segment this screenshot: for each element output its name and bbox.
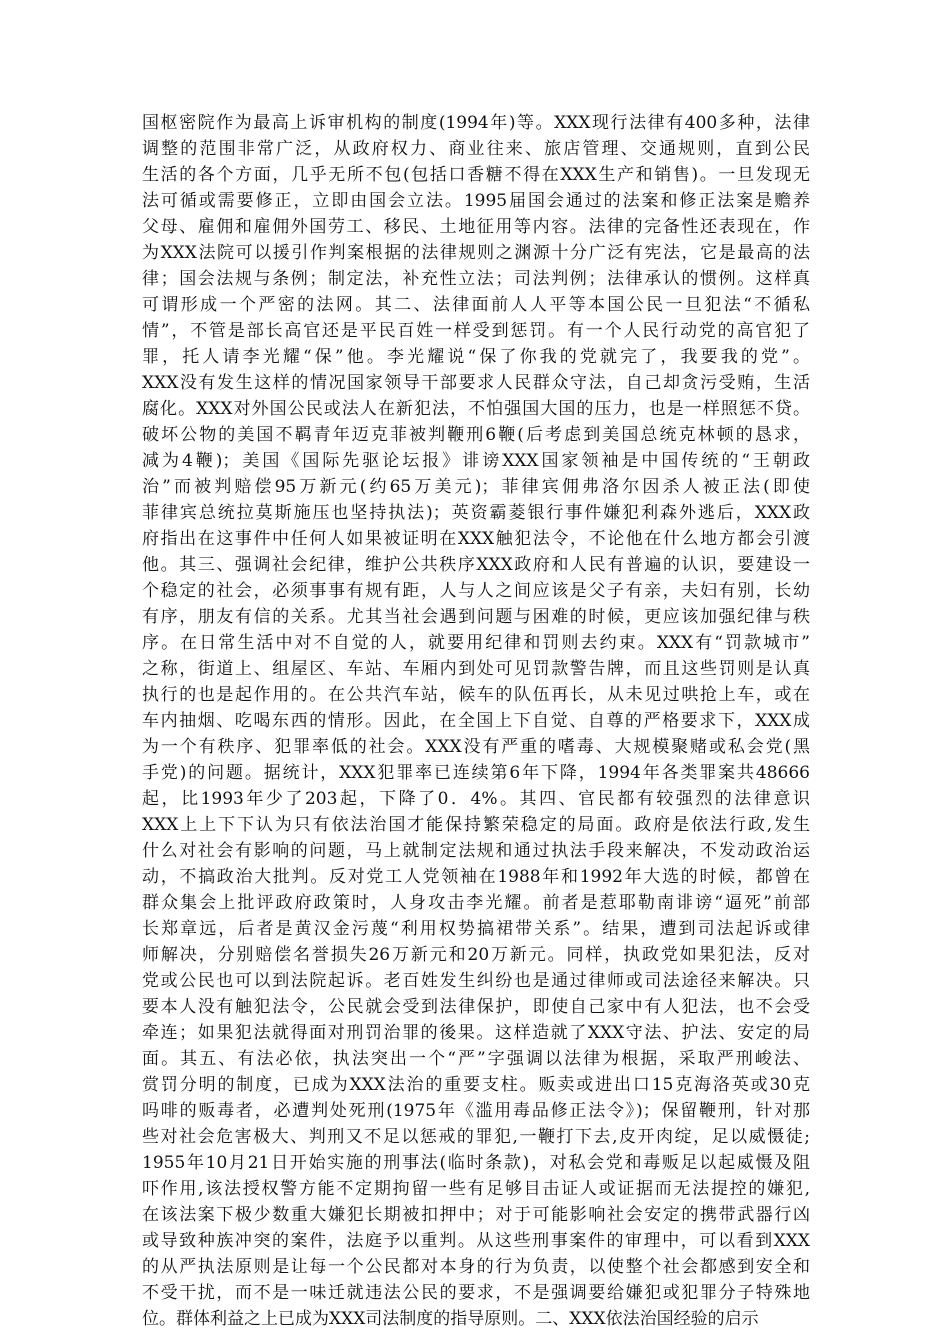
text-line: 为XXX法院可以援引作判案根据的法律规则之渊源十分广泛有宪法，它是最高的法 [142, 243, 810, 263]
text-line: 师解决，分别赔偿名誉损失26万新元和20万新元。同样，执政党如果犯法，反对 [142, 945, 810, 965]
text-line: 什么对社会有影响的问题，马上就制定法规和通过执法手段来解决，不发动政治运 [142, 841, 810, 861]
text-line: 国枢密院作为最高上诉审机构的制度(1994年)等。XXX现行法律有400多种，法律 [142, 113, 810, 133]
text-line: 可谓形成一个严密的法网。其二、法律面前人人平等本国公民一旦犯法“不循私 [142, 295, 810, 315]
text-line: XXX没有发生这样的情况国家领导干部要求人民群众守法，自己却贪污受贿，生活 [142, 373, 810, 393]
text-line: 赏罚分明的制度，已成为XXX法治的重要支柱。贩卖或进出口15克海洛英或30克 [142, 1075, 810, 1095]
text-line: 府指出在这事件中任何人如果被证明在XXX触犯法令，不论他在什么地方都会引渡 [142, 529, 810, 549]
text-line: 在该法案下极少数重大嫌犯长期被扣押中；对于可能影响社会安定的携带武器行凶 [142, 1205, 810, 1225]
text-line: 法可循或需要修正，立即由国会立法。1995届国会通过的法案和修正法案是赡养 [142, 191, 810, 211]
text-line: 群众集会上批评政府政策时，人身攻击李光耀。前者是惹耶勒南诽谤“逼死”前部 [142, 893, 810, 913]
text-line: XXX上上下下认为只有依法治国才能保持繁荣稳定的局面。政府是依法行政,发生 [142, 815, 810, 835]
text-line: 序。在日常生活中对不自觉的人，就要用纪律和罚则去约束。XXX有“罚款城市” [142, 633, 810, 653]
text-line: 1955年10月21日开始实施的刑事法(临时条款)，对私会党和毒贩足以起威慑及阻 [142, 1153, 810, 1173]
text-line: 车内抽烟、吃喝东西的情形。因此，在全国上下自觉、自尊的严格要求下，XXX成 [142, 711, 810, 731]
text-line: 执行的也是起作用的。在公共汽车站，候车的队伍再长，从未见过哄抢上车，或在 [142, 685, 810, 705]
text-line: 吗啡的贩毒者，必遭判处死刑(1975年《滥用毒品修正法令》)；保留鞭刑，针对那 [142, 1101, 810, 1121]
text-line: 要本人没有触犯法令，公民就会受到法律保护，即使自己家中有人犯法，也不会受 [142, 997, 810, 1017]
text-line: 手党)的问题。据统计，XXX犯罪率已连续第6年下降，1994年各类罪案共48666 [142, 763, 810, 783]
text-line: 牵连；如果犯法就得面对刑罚治罪的後果。这样造就了XXX守法、护法、安定的局 [142, 1023, 810, 1043]
text-line: 个稳定的社会，必须事事有规有距，人与人之间应该是父子有亲，夫妇有别，长幼 [142, 581, 810, 601]
text-line: 减为4鞭)；美国《国际先驱论坛报》诽谤XXX国家领袖是中国传统的“王朝政 [142, 451, 810, 471]
text-line: 为一个有秩序、犯罪率低的社会。XXX没有严重的嗜毒、大规模聚赌或私会党(黑 [142, 737, 810, 757]
text-line: 长郑章远，后者是黄汉金污蔑“利用权势搞裙带关系”。结果，遭到司法起诉或律 [142, 919, 810, 939]
text-line: 菲律宾总统拉莫斯施压也坚持执法)；英资霸菱银行事件嫌犯利森外逃后，XXX政 [142, 503, 810, 523]
text-line: 他。其三、强调社会纪律，维护公共秩序XXX政府和人民有普遍的认识，要建设一 [142, 555, 810, 575]
text-line: 面。其五、有法必依，执法突出一个“严”字强调以法律为根据，采取严刑峻法、 [142, 1049, 810, 1069]
text-line: 罪，托人请李光耀“保”他。李光耀说“保了你我的党就完了，我要我的党”。 [142, 347, 810, 367]
text-line: 破坏公物的美国不羁青年迈克菲被判鞭刑6鞭(后考虑到美国总统克林顿的恳求， [142, 425, 810, 445]
text-line: 吓作用,该法授权警方能不定期拘留一些有足够目击证人或证据而无法提控的嫌犯, [142, 1179, 810, 1199]
text-line: 律；国会法规与条例；制定法，补充性立法；司法判例；法律承认的惯例。这样真 [142, 269, 810, 289]
text-line: 些对社会危害极大、判刑又不足以惩戒的罪犯,一鞭打下去,皮开肉绽，足以威慑徒; [142, 1127, 810, 1147]
text-line: 生活的各个方面，几乎无所不包(包括口香糖不得在XXX生产和销售)。一旦发现无 [142, 165, 810, 185]
text-line: 动，不搞政治大批判。反对党工人党领袖在1988年和1992年大选的时候，都曾在 [142, 867, 810, 887]
text-line: 之称，街道上、组屋区、车站、车厢内到处可见罚款警告牌，而且这些罚则是认真 [142, 659, 810, 679]
text-line: 党或公民也可以到法院起诉。老百姓发生纠纷也是通过律师或司法途径来解决。只 [142, 971, 810, 991]
text-line: 情”，不管是部长高官还是平民百姓一样受到惩罚。有一个人民行动党的高官犯了 [142, 321, 810, 341]
text-line: 有序，朋友有信的关系。尤其当社会遇到问题与困难的时候，更应该加强纪律与秩 [142, 607, 810, 627]
text-line: 调整的范围非常广泛，从政府权力、商业往来、旅店管理、交通规则，直到公民 [142, 139, 810, 159]
text-line: 或导致种族冲突的案件，法庭予以重判。从这些刑事案件的审理中，可以看到XXX [142, 1231, 810, 1251]
text-line: 的从严执法原则是让每一个公民都对本身的行为负责，以使整个社会都感到安全和 [142, 1257, 810, 1277]
text-line: 起，比1993年少了203起，下降了0．4%。其四、官民都有较强烈的法律意识 [142, 789, 810, 809]
text-line: 腐化。XXX对外国公民或法人在新犯法，不怕强国大国的压力，也是一样照惩不贷。 [142, 399, 810, 419]
text-line: 父母、雇佣和雇佣外国劳工、移民、土地征用等内容。法律的完备性还表现在，作 [142, 217, 810, 237]
text-line: 位。群体利益之上已成为XXX司法制度的指导原则。二、XXX依法治国经验的启示 [142, 1309, 759, 1329]
text-line: 不受干扰，而不是一味迁就违法公民的要求，不是强调要给嫌犯或犯罪分子特殊地 [142, 1283, 810, 1303]
document-body [142, 110, 810, 1332]
text-line: 治”而被判赔偿95万新元(约65万美元)；菲律宾佣弗洛尔因杀人被正法(即使 [142, 477, 810, 497]
